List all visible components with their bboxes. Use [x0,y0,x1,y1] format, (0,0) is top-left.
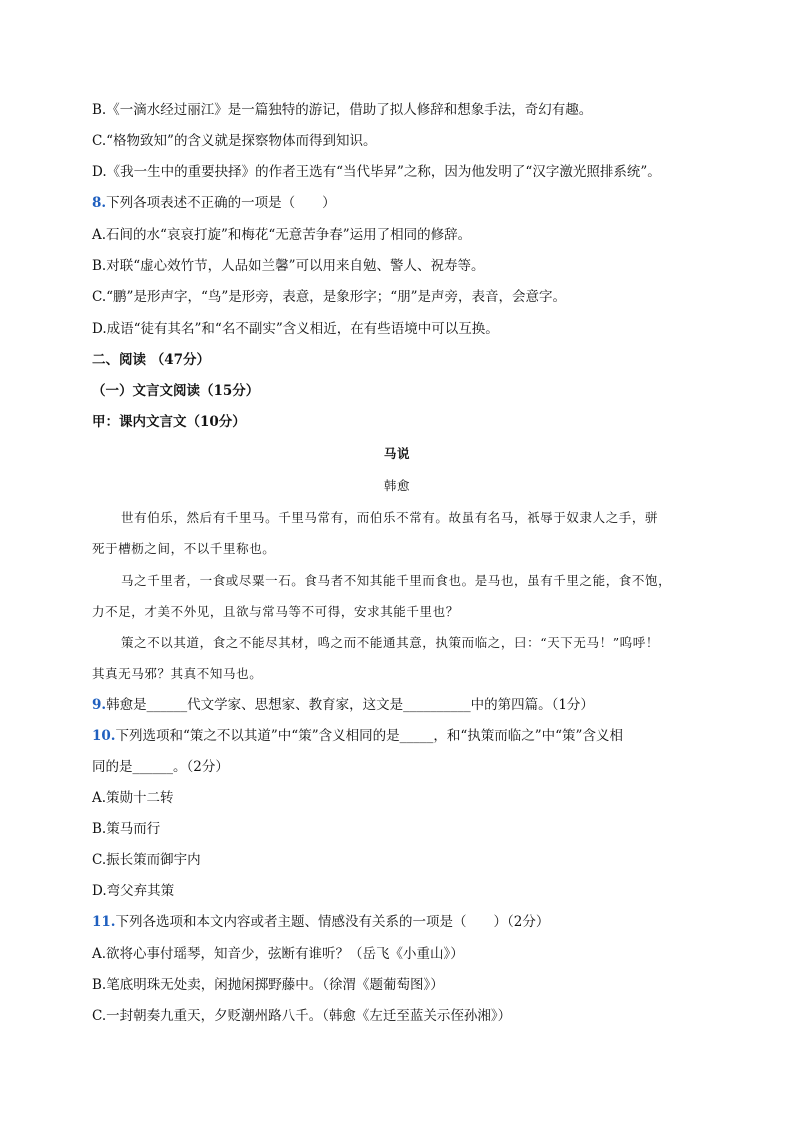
q11-number: 11. [92,914,116,930]
q10-stem [92,727,712,745]
passage-paragraph-3-line-2: 其真无马邪？其真不知马也。 [92,666,263,681]
q9-number: 9. [92,697,107,713]
q11-text: 下列各选项和本文内容或者主题、情感没有关系的一项是（ ）（2分） [115,914,550,930]
passage-title: 马说 [383,446,411,461]
q10-text: 下列选项和“策之不以其道”中“策”含义相同的是_____，和“执策而临之”中“策”含义相 [115,728,623,744]
q7-option-d: D.《我一生中的重要抉择》的作者王选有“当代毕昇”之称，因为他发明了“汉字激光照排系统”。 [92,164,661,180]
q11-option-a: A.欲将心事付瑶琴，知音少，弦断有谁听？（岳飞《小重山》） [92,946,464,962]
q8-option-a: A.石间的水“哀哀打旋”和梅花“无意苦争春”运用了相同的修辞。 [92,227,472,243]
q11-option-c: C.一封朝奏九重天，夕贬潮州路八千。（韩愈《左迁至蓝关示侄孙湘》） [92,1008,512,1024]
passage-paragraph-2-line-2: 力不足，才美不外见，且欲与常马等不可得，安求其能千里也？ [92,604,459,619]
q8-option-b: B.对联“虚心效竹节，人品如兰馨”可以用来自勉、警人、祝寿等。 [92,258,485,274]
q11-stem [92,913,712,931]
q7-option-c: C.“格物致知”的含义就是探察物体而得到知识。 [92,133,377,149]
q9-text: 韩愈是______代文学家、思想家、教育家，这文是__________中的第四篇。（1分） [106,697,594,713]
q10-option-c: C.振长策而御宇内 [92,852,201,868]
subsection-heading-classical: （一）文言文阅读（15分） [92,383,260,399]
passage-author: 韩愈 [383,478,411,493]
q11-option-b: B.笔底明珠无处卖，闲抛闲掷野藤中。（徐渭《题葡萄图》） [92,977,444,993]
passage-paragraph-1-line-2: 死于槽枥之间，不以千里称也。 [92,541,276,556]
q10-stem-continued: 同的是______。（2分） [92,759,229,775]
q10-option-a: A.策勋十二转 [92,790,174,806]
q8-number: 8. [92,195,107,211]
q10-number: 10. [92,728,116,744]
q8-stem [92,194,712,212]
passage-paragraph-3-line-1: 策之不以其道，食之不能尽其材，鸣之而不能通其意，执策而临之，曰：“天下无马！”呜呼！ [121,635,659,650]
q7-option-b: B.《一滴水经过丽江》是一篇独特的游记，借助了拟人修辞和想象手法，奇幻有趣。 [92,102,593,118]
q9-stem [92,696,712,714]
passage-paragraph-2-line-1: 马之千里者，一食或尽粟一石。食马者不知其能千里而食也。是马也，虽有千里之能，食不饱， [121,573,672,588]
passage-paragraph-1-line-1: 世有伯乐，然后有千里马。千里马常有，而伯乐不常有。故虽有名马，祇辱于奴隶人之手，骈 [121,510,659,525]
q10-option-d: D.弯父弃其策 [92,883,175,899]
subsection-heading-jia: 甲：课内文言文（10分） [92,414,246,430]
q8-text: 下列各项表述不正确的一项是（ ） [106,195,336,211]
q8-option-c: C.“鹏”是形声字，“鸟”是形旁，表意，是象形字；“朋”是声旁，表音，会意字。 [92,289,567,305]
q10-option-b: B.策马而行 [92,821,161,837]
section-heading-reading: 二、阅读 （47分） [92,352,210,368]
q8-option-d: D.成语“徒有其名”和“名不副实”含义相近，在有些语境中可以互换。 [92,321,499,337]
